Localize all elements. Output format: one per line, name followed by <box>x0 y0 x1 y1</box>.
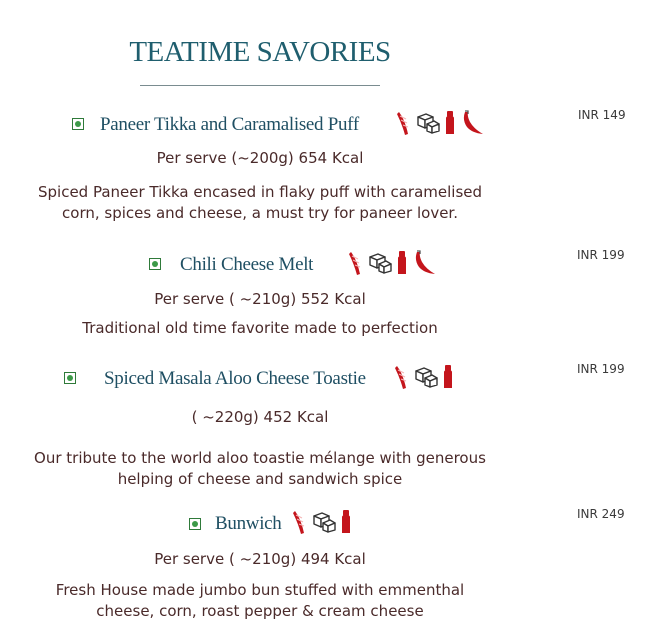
veg-indicator-icon <box>64 372 76 384</box>
hot-sauce-icon <box>396 250 408 276</box>
dish-description-line: cheese, corn, roast pepper & cream cheese <box>96 602 424 620</box>
dietary-icons <box>394 364 454 390</box>
price-label: INR 149 <box>578 108 626 122</box>
calorie-info: Per serve ( ~210g) 552 Kcal <box>154 290 366 308</box>
dish-description-line: corn, spices and cheese, a must try for paneer lover. <box>62 204 458 222</box>
calorie-info: ( ~220g) 452 Kcal <box>191 408 329 426</box>
corn-icon <box>394 364 410 390</box>
menu-item-row <box>0 362 650 392</box>
cheese-icon <box>413 365 439 389</box>
dietary-icons <box>396 110 485 136</box>
dish-description-line: Spiced Paneer Tikka encased in flaky puff with caramelised <box>37 183 483 201</box>
dish-description-line: Fresh House made jumbo bun stuffed with emmenthal <box>55 581 465 599</box>
price-label: INR 199 <box>577 248 625 262</box>
dietary-icons <box>292 509 352 535</box>
dish-name: Spiced Masala Aloo Cheese Toastie <box>104 368 366 389</box>
dish-description-line: Our tribute to the world aloo toastie mélange with generous <box>34 449 486 467</box>
dish-description-line: helping of cheese and sandwich spice <box>117 470 403 488</box>
dish-name: Bunwich <box>215 513 282 534</box>
veg-indicator-icon <box>149 258 161 270</box>
hot-sauce-icon <box>444 110 456 136</box>
calorie-info: Per serve (~200g) 654 Kcal <box>156 149 364 167</box>
menu-item-row <box>0 108 650 138</box>
chili-icon <box>459 110 485 136</box>
dish-name: Chili Cheese Melt <box>180 254 314 275</box>
dietary-icons <box>348 250 437 276</box>
corn-icon <box>396 110 412 136</box>
dish-description-line: Traditional old time favorite made to perfection <box>82 319 438 337</box>
menu-item-row <box>0 507 650 537</box>
cheese-icon <box>367 251 393 275</box>
veg-indicator-icon <box>72 118 84 130</box>
corn-icon <box>292 509 308 535</box>
veg-indicator-icon <box>189 518 201 530</box>
corn-icon <box>348 250 364 276</box>
price-label: INR 199 <box>577 362 625 376</box>
hot-sauce-icon <box>340 509 352 535</box>
menu-item-row <box>0 248 650 278</box>
title-divider <box>140 85 380 86</box>
chili-icon <box>411 250 437 276</box>
calorie-info: Per serve ( ~210g) 494 Kcal <box>154 550 366 568</box>
cheese-icon <box>415 111 441 135</box>
cheese-icon <box>311 510 337 534</box>
price-label: INR 249 <box>577 507 625 521</box>
menu-title: TEATIME SAVORIES <box>129 36 391 68</box>
hot-sauce-icon <box>442 364 454 390</box>
dish-name: Paneer Tikka and Caramalised Puff <box>100 114 359 135</box>
